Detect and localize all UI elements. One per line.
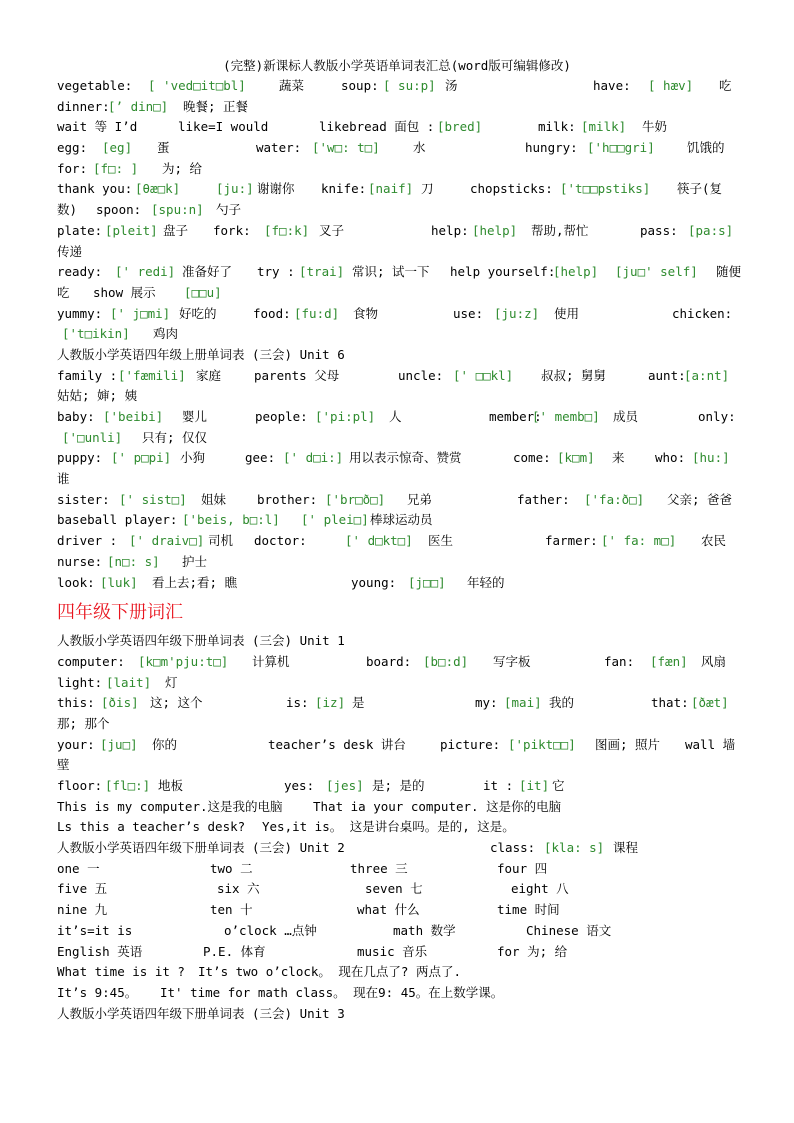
word-text: 蛋 [157,140,170,156]
word-text: music 音乐 [357,943,428,959]
word-text: 农民 [701,533,727,549]
word-text: likebread 面包 : [319,119,435,135]
phonetic-text: ['br□ð□] [325,491,386,507]
text-line [57,962,738,983]
word-text: 为; 给 [162,160,203,176]
text-line [57,817,738,838]
phonetic-text: [' p□pi] [111,450,172,466]
word-text: aunt: [648,367,686,383]
text-line [57,652,738,673]
word-text: 父亲; 爸爸 [667,491,733,507]
phonetic-text: ['t□ikin] [62,326,130,342]
word-text: 小狗 [180,450,206,466]
text-line [57,942,738,963]
word-text: your: [57,736,95,752]
word-text: 看上去;看; 瞧 [152,574,238,590]
text-line [57,324,738,345]
word-text: 随便 [716,264,742,280]
word-text: 这; 这个 [150,695,203,711]
text-line [57,179,738,200]
phonetic-text: [ su:p] [383,78,436,93]
word-text: six 六 [217,881,260,897]
text-line [57,138,738,159]
word-text: vegetable: [57,78,133,93]
phonetic-text: [fu:d] [294,305,340,321]
document-title: (完整)新课标人教版小学英语单词表汇总(word版可编辑修改) [223,58,571,73]
phonetic-text: [f□:k] [264,222,310,238]
word-text: 人 [389,409,402,424]
phonetic-text: [' □□kl] [453,367,514,383]
word-text: spoon: [96,202,142,218]
word-text: who: [655,450,686,466]
text-line [57,693,738,714]
word-text: 年轻的 [467,574,505,590]
phonetic-text: [n□: s] [107,553,160,569]
word-text: 使用 [554,305,580,321]
word-text: 叉子 [319,222,345,238]
word-text: eight 八 [511,881,569,897]
word-text: Yes,it is。 这是讲台桌吗。是的, 这是。 [262,819,515,835]
text-line [57,490,738,511]
word-text: 是 [352,695,365,711]
word-text: 饥饿的 [687,140,725,156]
phonetic-text: [fl□:] [105,778,151,793]
word-text: 兄弟 [407,491,433,507]
phonetic-text: [' d□i:] [283,450,344,466]
text-line [57,859,738,880]
phonetic-text: [ju:] [216,181,254,197]
word-text: 用以表示惊奇、赞赏 [349,450,462,466]
phonetic-text: [θæ□k] [135,181,181,197]
phonetic-text: [f□: ] [93,160,139,176]
word-text: picture: [440,736,501,752]
text-line [57,200,738,221]
word-text: 谢谢你 [257,181,295,197]
word-text: teacher’s desk 讲台 [268,736,406,752]
word-text: nurse: [57,553,103,569]
phonetic-text: [bred] [437,119,483,135]
word-text: 人教版小学英语四年级下册单词表 (三会) Unit 1 [57,633,345,649]
word-text: sister: [57,491,110,507]
word-text: five 五 [57,881,108,897]
word-text: uncle: [398,367,444,383]
phonetic-text: ['fa:ð□] [584,491,645,507]
text-line [57,159,738,180]
phonetic-text: [j□□] [408,574,446,590]
phonetic-text: [pleit] [105,222,158,238]
word-text: o’clock …点钟 [224,922,317,938]
phonetic-text: [' sist□] [119,491,187,507]
word-text: This is my computer.这是我的电脑 [57,798,283,814]
document-body [57,76,742,1024]
word-text: computer: [57,653,125,669]
word-text: 好吃的 [179,305,217,321]
phonetic-text: [luk] [100,574,138,590]
word-text: it’s=it is [57,922,133,938]
word-text: one 一 [57,860,100,876]
word-text: seven 七 [365,881,423,897]
text-line [57,755,738,776]
text-line [57,407,738,428]
word-text: dinner: [57,98,110,114]
phonetic-text: [ju□] [100,736,138,752]
word-text: wall 墙 [685,736,736,752]
word-text: it : [483,778,514,793]
word-text: what 什么 [357,902,420,918]
word-text: 地板 [158,778,184,793]
word-text: 勺子 [216,202,242,218]
text-line [57,735,738,756]
word-text: show 展示 [93,284,156,300]
text-line [57,304,738,325]
phonetic-text: [ 'ved□it□bl] [148,78,246,93]
word-text: wait 等 I’d [57,119,138,135]
word-text: for 为; 给 [497,943,568,959]
word-text: Ls this a teacher’s desk? [57,819,246,835]
word-text: floor: [57,778,103,793]
word-text: class: [490,840,536,856]
text-line [57,776,738,797]
word-text: Chinese 语文 [526,922,612,938]
word-text: 医生 [428,533,454,549]
phonetic-text: ['w□: t□] [312,140,380,156]
word-text: 人教版小学英语四年级下册单词表 (三会) Unit 3 [57,1005,345,1021]
word-text: yummy: [57,305,103,321]
text-line [57,469,738,490]
phonetic-text: [' draiv□] [129,533,205,549]
phonetic-text: [milk] [581,119,627,135]
word-text: 灯 [165,674,178,690]
word-text: father: [517,491,570,507]
word-text: P.E. 体育 [203,943,266,959]
word-text: 谁 [57,471,70,487]
word-text: plate: [57,222,103,238]
word-text: 汤 [445,78,458,93]
text-line [57,262,742,283]
text-line [57,510,738,531]
phonetic-text: [ju□' self] [615,264,698,280]
phonetic-text: [pa:s] [688,222,734,238]
phonetic-text: [ hæv] [648,78,694,93]
text-line [57,1004,738,1025]
word-text: 壁 [57,757,70,773]
word-text: help: [431,222,469,238]
word-text: 人教版小学英语四年级上册单词表 (三会) Unit 6 [57,346,345,362]
word-text: 司机 [208,533,234,549]
word-text: 课程 [613,840,639,856]
text-line [57,838,738,859]
word-text: 准备好了 [182,264,233,280]
phonetic-text: [naif] [368,181,414,197]
word-text: only: [698,409,736,424]
word-text: 常识; 试一下 [352,264,430,280]
phonetic-text: [' d□kt□] [345,533,413,549]
word-text: It' time for math class。 现在9: 45。在上数学课。 [160,984,504,1000]
phonetic-text: [lait] [106,674,152,690]
word-text: water: [256,140,302,156]
phonetic-text: [ðis] [101,695,139,711]
phonetic-text: [hu:] [692,450,730,466]
phonetic-text: ['□unli] [62,429,123,445]
phonetic-text: ['fæmili] [118,367,186,383]
phonetic-text: [k□m] [557,450,595,466]
text-line [57,552,738,573]
text-line [57,983,738,1004]
text-line [57,386,738,407]
word-text: like=I would [178,119,269,135]
word-text: 帮助,帮忙 [531,222,589,238]
word-text: 写字板 [493,653,531,669]
phonetic-text: [ju:z] [494,305,540,321]
word-text: 只有; 仅仅 [142,429,208,445]
text-line [57,631,738,652]
word-text: milk: [538,119,576,135]
word-text: 棒球运动员 [370,512,433,528]
word-text: is: [286,695,309,711]
word-text: young: [351,574,397,590]
word-text: member: [489,409,542,424]
word-text: puppy: [57,450,103,466]
text-line [57,573,738,594]
word-text: 数) [57,202,78,218]
word-text: 传递 [57,243,83,259]
text-line [57,900,738,921]
word-text: 蔬菜 [279,78,305,93]
text-line [57,97,738,118]
word-text: brother: [257,491,318,507]
phonetic-text: [□□u] [184,284,222,300]
word-text: 筷子(复 [677,181,723,197]
word-text: pass: [640,222,678,238]
phonetic-text: ['beibi] [103,409,164,424]
word-text: food: [253,305,291,321]
text-line [57,242,738,263]
word-text: egg: [57,140,88,156]
word-text: yes: [284,778,315,793]
text-line [57,797,738,818]
word-text: look: [57,574,95,590]
word-text: 食物 [353,305,379,321]
phonetic-text: [a:nt] [684,367,730,383]
word-text: parents 父母 [254,367,340,383]
word-text: knife: [321,181,367,197]
word-text: baseball player: [57,512,178,528]
word-text: 婴儿 [182,409,208,424]
word-text: 那; 那个 [57,715,110,731]
text-line [57,366,738,387]
text-line [57,448,738,469]
text-line [57,117,738,138]
word-text: nine 九 [57,902,108,918]
phonetic-text: [spu:n] [151,202,204,218]
text-line [57,714,738,735]
phonetic-text: [’ din□] [108,98,169,114]
word-text: driver : [57,533,118,549]
word-text: 晚餐; 正餐 [183,98,249,114]
word-text: 是; 是的 [372,778,425,793]
word-text: 鸡肉 [153,326,179,342]
word-text: 来 [612,450,625,466]
word-text: three 三 [350,860,408,876]
phonetic-text: [' j□mi] [110,305,171,321]
phonetic-text: [iz] [315,695,346,711]
text-line [57,221,738,242]
phonetic-text: ['pikt□□] [508,736,576,752]
text-line [57,921,738,942]
word-text: help yourself: [450,264,556,280]
phonetic-text: [b□:d] [423,653,469,669]
phonetic-text: ['pi:pl] [315,409,376,424]
word-text: that: [651,695,689,711]
phonetic-text: [help] [553,264,599,280]
word-text: 叔叔; 舅舅 [541,367,607,383]
phonetic-text: ['beis, b□:l] [182,512,280,528]
text-line [57,531,738,552]
text-line [57,76,738,97]
phonetic-text: [it] [519,778,550,793]
word-text: use: [453,305,484,321]
phonetic-text: [jes] [326,778,364,793]
word-text: farmer: [545,533,598,549]
word-text: 姐妹 [201,491,227,507]
word-text: 成员 [613,409,639,424]
phonetic-text: [trai] [299,264,345,280]
phonetic-text: [eg] [102,140,133,156]
word-text: 刀 [421,181,434,197]
phonetic-text: [' fa: m□] [601,533,677,549]
phonetic-text: [fæn] [650,653,688,669]
phonetic-text: [mai] [504,695,542,711]
word-text: 你的 [152,736,178,752]
phonetic-text: [' redi] [115,264,176,280]
word-text: It’s 9:45。 [57,984,138,1000]
word-text: 图画; 照片 [595,736,661,752]
word-text: 计算机 [252,653,290,669]
phonetic-text: [' plei□] [301,512,369,528]
word-text: four 四 [497,860,548,876]
word-text: math 数学 [393,922,456,938]
phonetic-text: ['t□□pstiks] [560,181,651,197]
phonetic-text: [kla: s] [544,840,605,856]
word-text: 我的 [549,695,575,711]
word-text: my: [475,695,498,711]
word-text: It’s two o’clock。 现在几点了? 两点了. [198,964,462,980]
phonetic-text: [ðæt] [691,695,729,711]
word-text: 它 [552,778,565,793]
word-text: 人教版小学英语四年级下册单词表 (三会) Unit 2 [57,840,345,856]
word-text: chopsticks: [470,181,553,197]
word-text: family : [57,367,118,383]
text-line [57,879,738,900]
word-text: doctor: [254,533,307,549]
word-text: fork: [213,222,251,238]
word-text: English 英语 [57,943,143,959]
phonetic-text: [help] [472,222,518,238]
word-text: this: [57,695,95,711]
word-text: 护士 [182,553,208,569]
word-text: ready: [57,264,103,280]
word-text: 家庭 [196,367,222,383]
word-text: gee: [245,450,276,466]
word-text: have: [593,78,631,93]
word-text: try : [257,264,295,280]
word-text: That ia your computer. 这是你的电脑 [313,798,562,814]
word-text: What time is it ? [57,964,185,980]
word-text: hungry: [525,140,578,156]
word-text: ten 十 [210,902,253,918]
word-text: 姑姑; 婶; 姨 [57,388,138,404]
phonetic-text: ['h□□gri] [587,140,655,156]
text-line [57,345,738,366]
word-text: time 时间 [497,902,560,918]
text-line [57,283,738,304]
word-text: chicken: [672,305,733,321]
word-text: 水 [413,140,426,156]
word-text: thank you: [57,181,133,197]
word-text: board: [366,653,412,669]
word-text: 牛奶 [642,119,668,135]
phonetic-text: [k□m'pju:t□] [138,653,229,669]
word-text: for: [57,160,88,176]
word-text: baby: [57,409,95,424]
word-text: light: [57,674,103,690]
word-text: 盘子 [163,222,189,238]
word-text: soup: [341,78,379,93]
word-text: 风扇 [701,653,727,669]
word-text: come: [513,450,551,466]
word-text: two 二 [210,860,253,876]
phonetic-text: [' memb□] [532,409,600,424]
word-text: fan: [604,653,635,669]
word-text: 吃 [57,284,70,300]
section-heading: 四年级下册词汇 [57,602,183,624]
text-line [57,428,738,449]
word-text: people: [255,409,308,424]
text-line [57,673,738,694]
word-text: 吃 [719,78,732,93]
